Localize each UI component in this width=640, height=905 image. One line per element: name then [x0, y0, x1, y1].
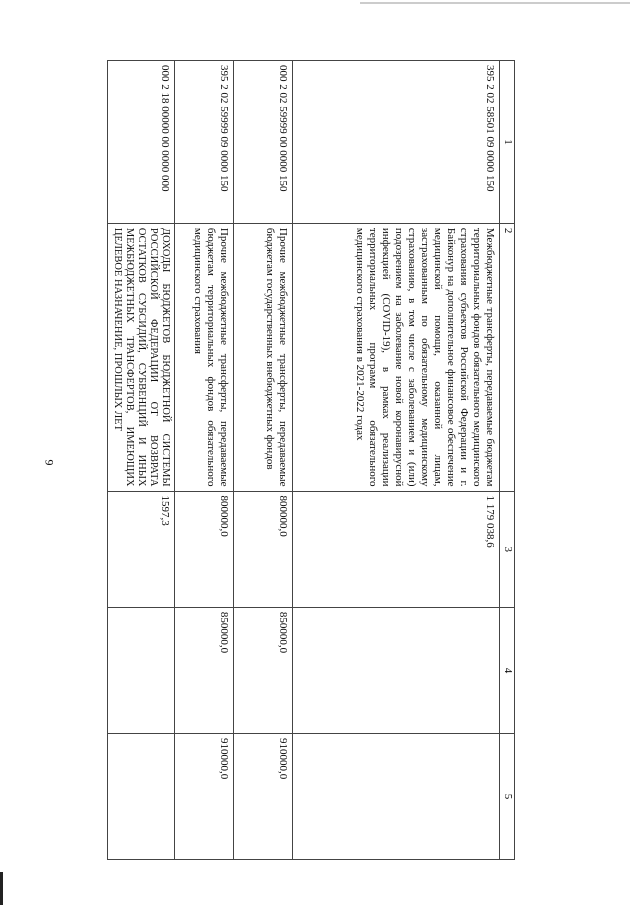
row-name: Прочие межбюджетные трансферты, передаваемые бюджетам территориальных фондов обязательного медицинского страхования: [175, 223, 234, 491]
scan-artifact-edge: [0, 872, 3, 905]
row-value-4: [108, 607, 175, 733]
row-value-3: 800000,0: [175, 491, 234, 607]
table-row: [108, 61, 175, 860]
row-value-4: 850000,0: [234, 607, 293, 733]
table-row: [234, 61, 293, 860]
table-row: [293, 61, 500, 860]
table-container: [107, 60, 515, 860]
row-value-5: [108, 733, 175, 859]
row-code: 395 2 02 58501 09 0000 150: [293, 61, 500, 224]
rotated-table-frame: [107, 60, 515, 860]
row-name: Межбюджетные трансферты, передаваемые бюджетам территориальных фондов обязательного медицинского страхования субъектов Российской Федерации и г. Байконур на дополнительное финансовое обеспечение медицинской помощи, оказанной лицам, застрахованным по обязательному медицинскому страхованию, в том числе с заболеванием и (или) подозрением на заболевание новой коронавирусной инфекцией (COVID-19), в рамках реализации территориальных программ обязательного медицинского страхования в 2021-2022 годах: [293, 223, 500, 491]
row-name: ДОХОДЫ БЮДЖЕТОВ БЮДЖЕТНОЙ СИСТЕМЫ РОССИЙСКОЙ ФЕДЕРАЦИИ ОТ ВОЗВРАТА ОСТАТКОВ СУБСИДИЙ, СУБВЕНЦИЙ И ИНЫХ МЕЖБЮДЖЕТНЫХ ТРАНСФЕРТОВ, ИМЕЮЩИХ ЦЕЛЕВОЕ НАЗНАЧЕНИЕ, ПРОШЛЫХ ЛЕТ: [108, 223, 175, 491]
row-code: 395 2 02 59999 09 0000 150: [175, 61, 234, 224]
row-value-3: 1597,3: [108, 491, 175, 607]
header-col-5: 5: [500, 733, 515, 859]
row-value-5: [293, 733, 500, 859]
row-value-4: [293, 607, 500, 733]
row-code: 000 2 02 59999 00 0000 150: [234, 61, 293, 224]
page-number: 9: [42, 459, 57, 466]
header-col-4: 4: [500, 607, 515, 733]
table-row: [175, 61, 234, 860]
row-value-5: 910000,0: [175, 733, 234, 859]
header-col-1: 1: [500, 61, 515, 224]
table-header-row: [500, 61, 515, 860]
scan-artifact-top: [360, 2, 630, 4]
row-value-3: 1 179 038,6: [293, 491, 500, 607]
row-name: Прочие межбюджетные трансферты, передаваемые бюджетам государственных внебюджетных фондов: [234, 223, 293, 491]
row-value-5: 910000,0: [234, 733, 293, 859]
row-code: 000 2 18 00000 00 0000 000: [108, 61, 175, 224]
row-value-4: 850000,0: [175, 607, 234, 733]
header-col-2: 2: [500, 223, 515, 491]
revenue-table: [107, 60, 515, 860]
header-col-3: 3: [500, 491, 515, 607]
row-value-3: 800000,0: [234, 491, 293, 607]
